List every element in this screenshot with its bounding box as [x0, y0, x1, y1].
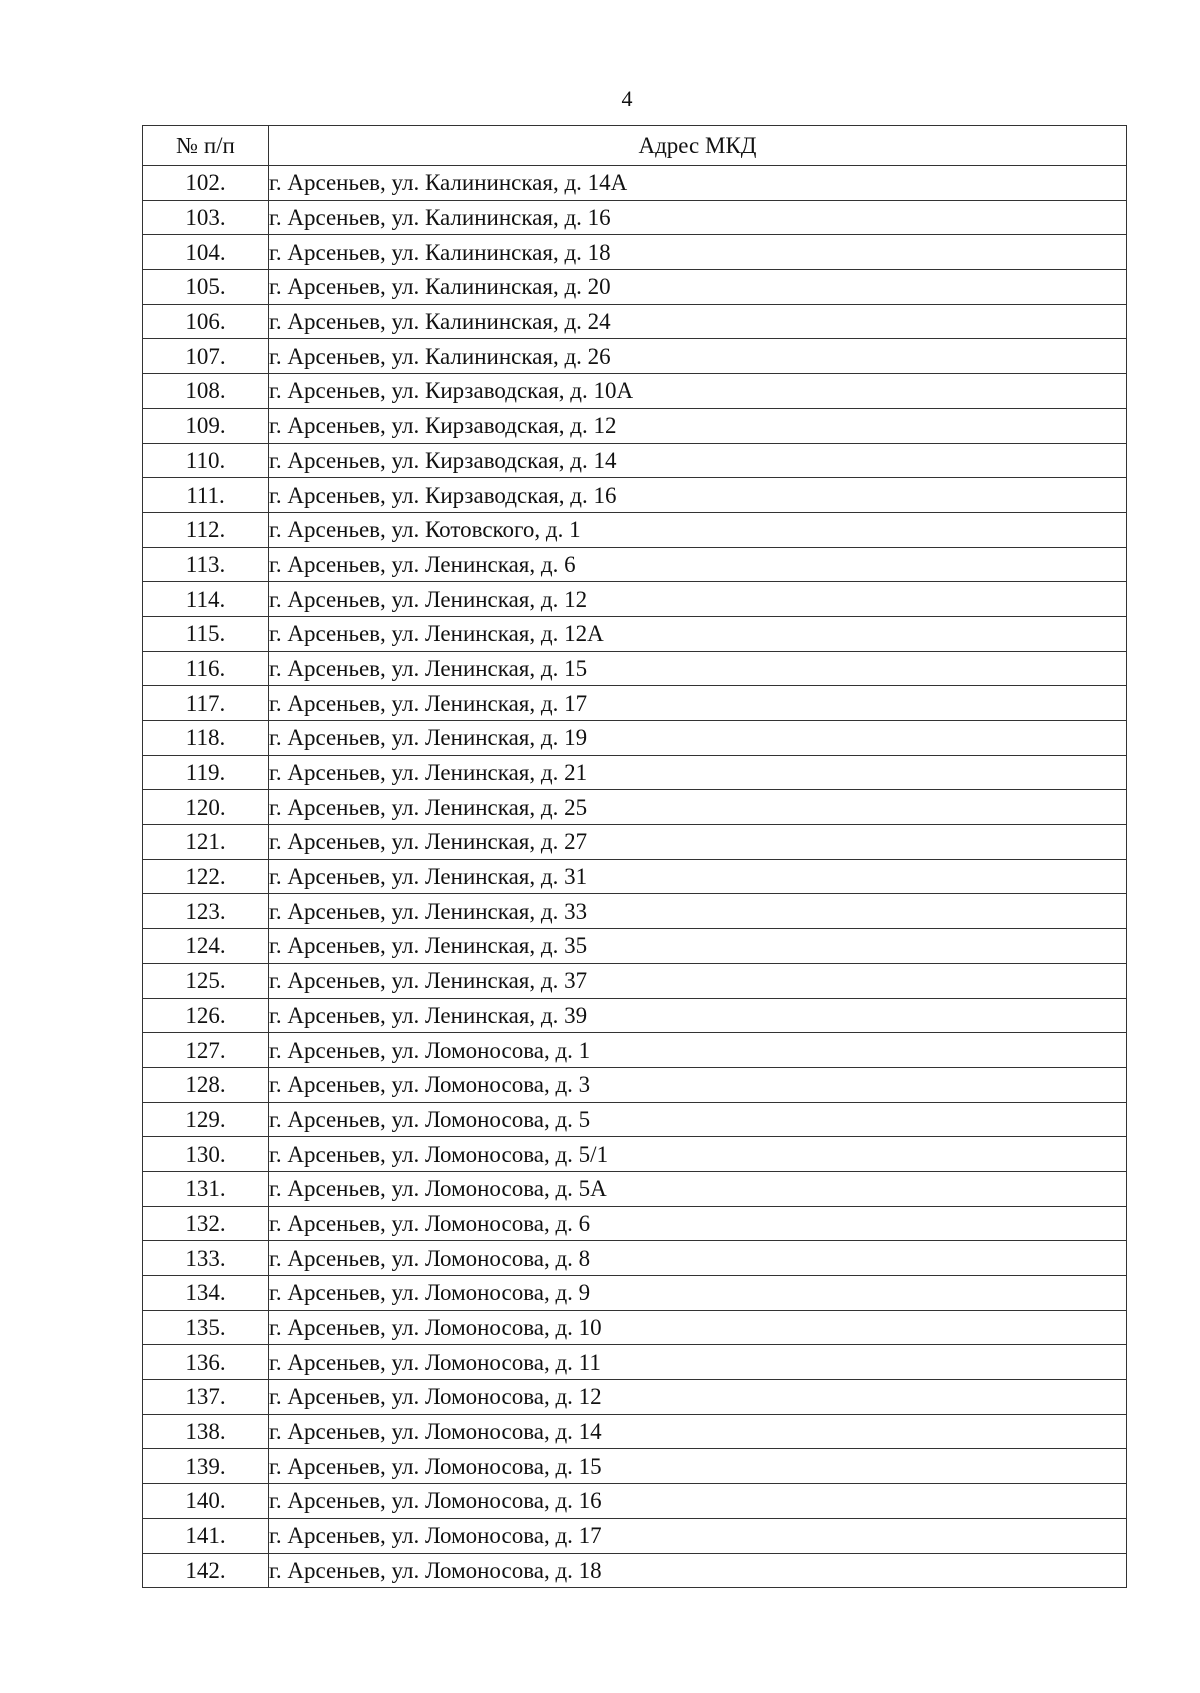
row-number-cell: 136.: [143, 1345, 269, 1380]
table-row: [143, 1553, 1127, 1588]
address-cell: г. Арсеньев, ул. Ломоносова, д. 5: [269, 1102, 1127, 1137]
column-header-address: Адрес МКД: [269, 126, 1127, 166]
row-number-cell: 129.: [143, 1102, 269, 1137]
table-row: [143, 790, 1127, 825]
row-number-cell: 124.: [143, 929, 269, 964]
page-number: 4: [621, 86, 633, 111]
address-cell: г. Арсеньев, ул. Калининская, д. 24: [269, 304, 1127, 339]
table-row: [143, 963, 1127, 998]
row-number-cell: 110.: [143, 443, 269, 478]
row-number-cell: 135.: [143, 1310, 269, 1345]
table-row: [143, 859, 1127, 894]
address-cell: г. Арсеньев, ул. Ленинская, д. 25: [269, 790, 1127, 825]
address-cell: г. Арсеньев, ул. Кирзаводская, д. 14: [269, 443, 1127, 478]
address-cell: г. Арсеньев, ул. Ломоносова, д. 12: [269, 1380, 1127, 1415]
address-cell: г. Арсеньев, ул. Калининская, д. 26: [269, 339, 1127, 374]
table-row: [143, 929, 1127, 964]
table-row: [143, 755, 1127, 790]
address-cell: г. Арсеньев, ул. Ленинская, д. 31: [269, 859, 1127, 894]
address-cell: г. Арсеньев, ул. Калининская, д. 20: [269, 270, 1127, 305]
row-number-cell: 125.: [143, 963, 269, 998]
address-cell: г. Арсеньев, ул. Ленинская, д. 6: [269, 547, 1127, 582]
address-cell: г. Арсеньев, ул. Кирзаводская, д. 10А: [269, 374, 1127, 409]
row-number-cell: 138.: [143, 1414, 269, 1449]
address-cell: г. Арсеньев, ул. Ленинская, д. 39: [269, 998, 1127, 1033]
row-number-cell: 106.: [143, 304, 269, 339]
table-row: [143, 1241, 1127, 1276]
table-row: [143, 825, 1127, 860]
table-row: [143, 894, 1127, 929]
table-row: [143, 1345, 1127, 1380]
address-cell: г. Арсеньев, ул. Ломоносова, д. 15: [269, 1449, 1127, 1484]
row-number-cell: 137.: [143, 1380, 269, 1415]
row-number-cell: 126.: [143, 998, 269, 1033]
table-row: [143, 547, 1127, 582]
address-cell: г. Арсеньев, ул. Калининская, д. 14А: [269, 166, 1127, 201]
table-row: [143, 339, 1127, 374]
row-number-cell: 142.: [143, 1553, 269, 1588]
row-number-cell: 117.: [143, 686, 269, 721]
row-number-cell: 121.: [143, 825, 269, 860]
table-row: [143, 686, 1127, 721]
row-number-cell: 116.: [143, 651, 269, 686]
table-row: [143, 270, 1127, 305]
table-row: [143, 1137, 1127, 1172]
address-cell: г. Арсеньев, ул. Ломоносова, д. 17: [269, 1518, 1127, 1553]
row-number-cell: 103.: [143, 200, 269, 235]
table-row: [143, 374, 1127, 409]
table-row: [143, 200, 1127, 235]
table-row: [143, 1206, 1127, 1241]
row-number-cell: 118.: [143, 721, 269, 756]
row-number-cell: 109.: [143, 408, 269, 443]
row-number-cell: 107.: [143, 339, 269, 374]
table-row: [143, 1171, 1127, 1206]
table-row: [143, 304, 1127, 339]
address-cell: г. Арсеньев, ул. Ломоносова, д. 5А: [269, 1171, 1127, 1206]
row-number-cell: 127.: [143, 1033, 269, 1068]
table-row: [143, 512, 1127, 547]
address-cell: г. Арсеньев, ул. Ломоносова, д. 11: [269, 1345, 1127, 1380]
row-number-cell: 132.: [143, 1206, 269, 1241]
address-cell: г. Арсеньев, ул. Калининская, д. 18: [269, 235, 1127, 270]
table-row: [143, 1033, 1127, 1068]
address-cell: г. Арсеньев, ул. Кирзаводская, д. 12: [269, 408, 1127, 443]
address-cell: г. Арсеньев, ул. Ленинская, д. 33: [269, 894, 1127, 929]
row-number-cell: 105.: [143, 270, 269, 305]
address-cell: г. Арсеньев, ул. Ломоносова, д. 14: [269, 1414, 1127, 1449]
table-row: [143, 1518, 1127, 1553]
table-row: [143, 616, 1127, 651]
column-header-number: № п/п: [143, 126, 269, 166]
row-number-cell: 119.: [143, 755, 269, 790]
row-number-cell: 130.: [143, 1137, 269, 1172]
address-cell: г. Арсеньев, ул. Ленинская, д. 19: [269, 721, 1127, 756]
table-row: [143, 582, 1127, 617]
table-row: [143, 478, 1127, 513]
address-cell: г. Арсеньев, ул. Котовского, д. 1: [269, 512, 1127, 547]
row-number-cell: 139.: [143, 1449, 269, 1484]
table-row: [143, 408, 1127, 443]
row-number-cell: 102.: [143, 166, 269, 201]
table-row: [143, 235, 1127, 270]
table-row: [143, 443, 1127, 478]
address-cell: г. Арсеньев, ул. Ленинская, д. 35: [269, 929, 1127, 964]
address-cell: г. Арсеньев, ул. Ломоносова, д. 6: [269, 1206, 1127, 1241]
table-row: [143, 1310, 1127, 1345]
row-number-cell: 113.: [143, 547, 269, 582]
row-number-cell: 133.: [143, 1241, 269, 1276]
address-cell: г. Арсеньев, ул. Ленинская, д. 15: [269, 651, 1127, 686]
address-cell: г. Арсеньев, ул. Ленинская, д. 17: [269, 686, 1127, 721]
address-cell: г. Арсеньев, ул. Ленинская, д. 21: [269, 755, 1127, 790]
address-cell: г. Арсеньев, ул. Ломоносова, д. 8: [269, 1241, 1127, 1276]
table-row: [143, 1414, 1127, 1449]
table-row: [143, 998, 1127, 1033]
row-number-cell: 112.: [143, 512, 269, 547]
row-number-cell: 104.: [143, 235, 269, 270]
row-number-cell: 108.: [143, 374, 269, 409]
address-cell: г. Арсеньев, ул. Ломоносова, д. 16: [269, 1484, 1127, 1519]
table-row: [143, 166, 1127, 201]
address-table: [142, 125, 1127, 1588]
row-number-cell: 131.: [143, 1171, 269, 1206]
table-row: [143, 1102, 1127, 1137]
address-cell: г. Арсеньев, ул. Ломоносова, д. 1: [269, 1033, 1127, 1068]
table-row: [143, 1484, 1127, 1519]
row-number-cell: 111.: [143, 478, 269, 513]
address-cell: г. Арсеньев, ул. Ленинская, д. 12А: [269, 616, 1127, 651]
address-cell: г. Арсеньев, ул. Ломоносова, д. 18: [269, 1553, 1127, 1588]
row-number-cell: 115.: [143, 616, 269, 651]
address-cell: г. Арсеньев, ул. Ломоносова, д. 3: [269, 1067, 1127, 1102]
row-number-cell: 128.: [143, 1067, 269, 1102]
table-row: [143, 1380, 1127, 1415]
row-number-cell: 141.: [143, 1518, 269, 1553]
row-number-cell: 120.: [143, 790, 269, 825]
row-number-cell: 134.: [143, 1276, 269, 1311]
table-row: [143, 1067, 1127, 1102]
row-number-cell: 114.: [143, 582, 269, 617]
address-cell: г. Арсеньев, ул. Калининская, д. 16: [269, 200, 1127, 235]
row-number-cell: 122.: [143, 859, 269, 894]
table-body: [143, 166, 1127, 1588]
address-cell: г. Арсеньев, ул. Ломоносова, д. 10: [269, 1310, 1127, 1345]
address-cell: г. Арсеньев, ул. Ломоносова, д. 5/1: [269, 1137, 1127, 1172]
row-number-cell: 123.: [143, 894, 269, 929]
table-row: [143, 1276, 1127, 1311]
table-row: [143, 651, 1127, 686]
address-cell: г. Арсеньев, ул. Кирзаводская, д. 16: [269, 478, 1127, 513]
address-cell: г. Арсеньев, ул. Ленинская, д. 37: [269, 963, 1127, 998]
address-cell: г. Арсеньев, ул. Ленинская, д. 27: [269, 825, 1127, 860]
address-cell: г. Арсеньев, ул. Ленинская, д. 12: [269, 582, 1127, 617]
table-header-row: [143, 126, 1127, 166]
table-row: [143, 721, 1127, 756]
table-row: [143, 1449, 1127, 1484]
row-number-cell: 140.: [143, 1484, 269, 1519]
address-cell: г. Арсеньев, ул. Ломоносова, д. 9: [269, 1276, 1127, 1311]
